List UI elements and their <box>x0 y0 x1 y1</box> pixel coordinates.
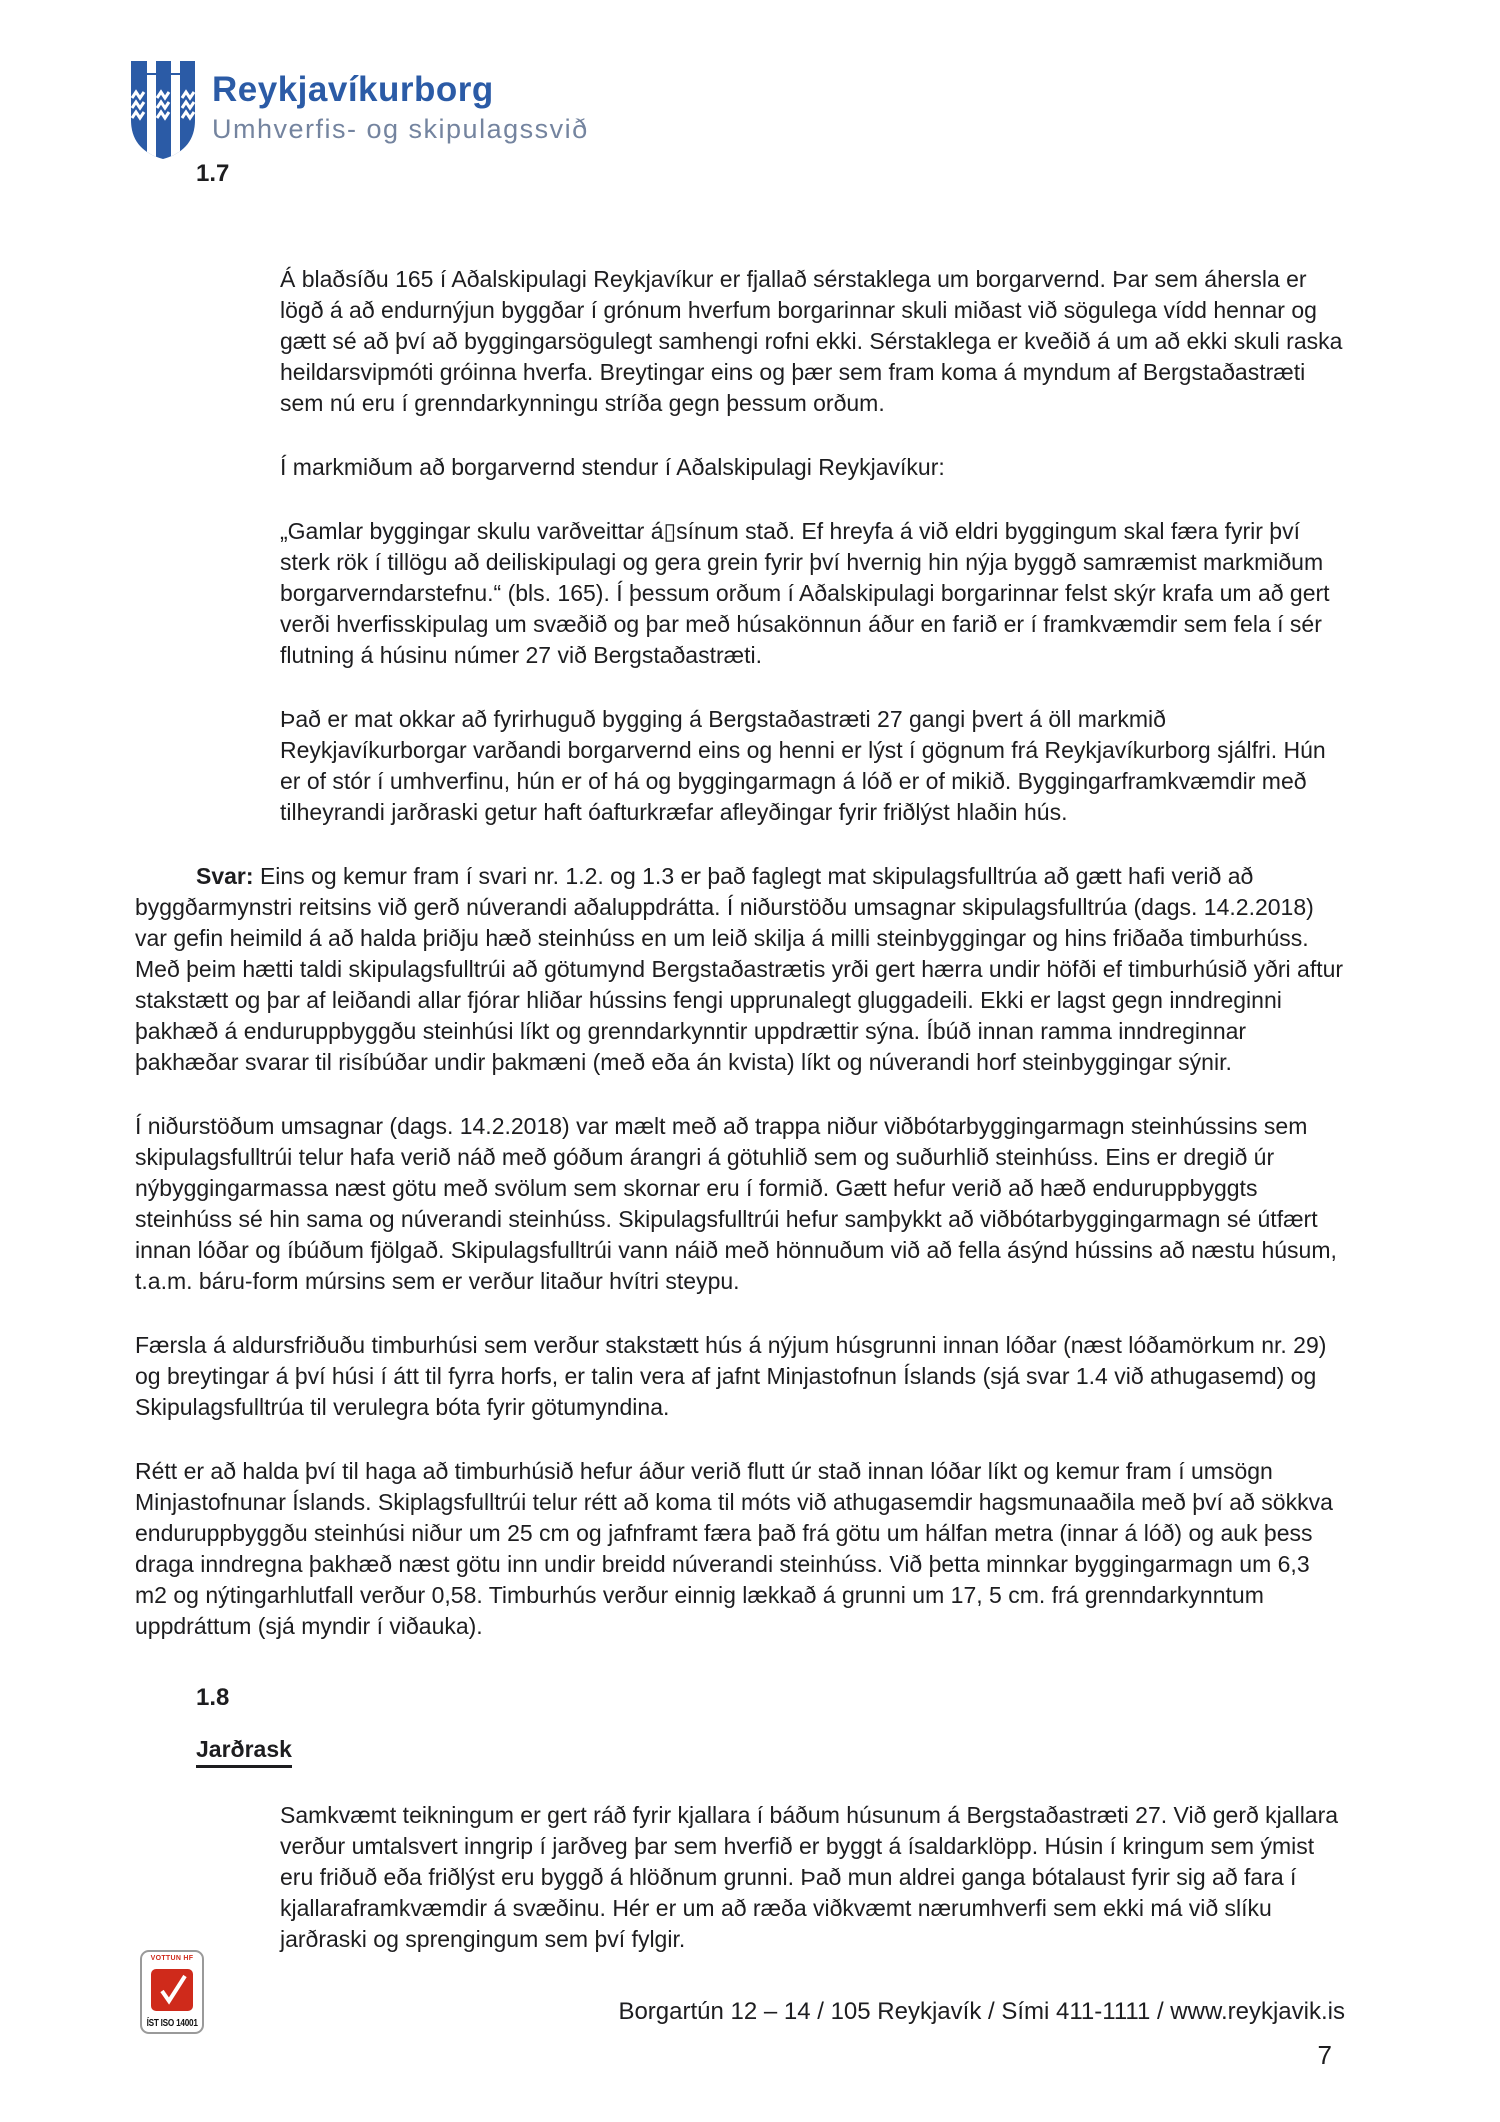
answer-block <box>135 861 1347 1642</box>
section-1-7-paragraphs <box>280 264 1346 828</box>
checkmark-icon <box>151 1969 193 2011</box>
answer-label: Svar: <box>196 863 254 889</box>
org-department: Umhverfis- og skipulagssvið <box>212 114 589 144</box>
org-logo <box>130 60 589 165</box>
paragraph: Í markmiðum að borgarvernd stendur í Aðalskipulagi Reykjavíkur: <box>280 454 945 480</box>
paragraph: Það er mat okkar að fyrirhuguð bygging á Bergstaðastræti 27 gangi þvert á öll markmið Reykjavíkurborgar varðandi borgarvernd eins og henni er lýst í gögnum frá Reykjavíkurborg sjálfri. Hún er of stór í umhverfinu, hún er of há og byggingarmagn á lóð er of mikið. Byggingarframkvæmdir með tilheyrandi jarðraski getur haft óafturkræfar afleyðingar fyrir friðlýst hlaðin hús. <box>280 706 1326 825</box>
section-number-1-8: 1.8 <box>196 1684 230 1711</box>
cert-top-label: VOTTUN HF <box>150 1955 194 1962</box>
cert-bottom-label: ÍST ISO 14001 <box>146 2018 198 2029</box>
footer-address: Borgartún 12 – 14 / 105 Reykjavík / Sími 411-1111 / www.reykjavik.is <box>618 1998 1345 2025</box>
org-logo-text <box>212 60 589 145</box>
section-number-1-7: 1.7 <box>196 160 230 187</box>
paragraph: Færsla á aldursfriðuðu timburhúsi sem verður stakstætt hús á nýjum húsgrunni innan lóðar (næst lóðamörkum nr. 29) og breytingar á því húsi í átt til fyrra horfs, er talin vera af jafnt Minjastofnun Íslands (sjá svar 1.4 við athugasemd) og Skipulagsfulltrúa til verulegra bóta fyrir götumyndina. <box>135 1332 1327 1420</box>
paragraph: Samkvæmt teikningum er gert ráð fyrir kjallara í báðum húsunum á Bergstaðastræti 27. Við gerð kjallara verður umtalsvert inngrip í jarðveg þar sem hverfið er byggt á ísaldarklöpp. Húsin í kringum sem ýmist eru friðuð eða friðlýst eru byggð á hlöðnum grunni. Það mun aldrei ganga bótalaust fyrir sig að fara í kjallaraframkvæmdir á svæðinu. Hér er um að ræða viðkvæmt nærumhverfi sem ekki má við slíku jarðraski og sprengingum sem því fylgir. <box>280 1802 1339 1952</box>
page-number: 7 <box>1317 2040 1332 2070</box>
paragraph: Rétt er að halda því til haga að timburhúsið hefur áður verið flutt úr stað innan lóðar líkt og kemur fram í umsögn Minjastofnunar Íslands. Skiplagsfulltrúi telur rétt að koma til móts við athugasemdir hagsmunaaðila með því að sökkva enduruppbyggðu steinhúsi niður um 25 cm og jafnframt færa það frá götu um hálfan metra (innar á lóð) og auk þess draga inndregna þakhæð næst götu inn undir breidd núverandi steinhúss. Við þetta minnkar byggingarmagn um 6,3 m2 og nýtingarhlutfall verður 0,58. Timburhús verður einnig lækkað á grunni um 17, 5 cm. frá grenndarkynntum uppdráttum (sjá myndir í viðauka). <box>135 1458 1333 1639</box>
paragraph: Í niðurstöðum umsagnar (dags. 14.2.2018) var mælt með að trappa niður viðbótarbyggingarmagn steinhússins sem skipulagsfulltrúi telur hafa verið náð með góðum árangri á götuhlið sem og suðurhlið steinhúss. Eins er dregið úr nýbyggingarmassa næst götu með svölum sem skornar eru í formið. Gætt hefur verið að hæð enduruppbyggts steinhúss sé hin sama og núverandi steinhúss. Skipulagsfulltrúi hefur samþykkt að viðbótarbyggingarmagn sé útfært innan lóðar og íbúðum fjölgað. Skipulagsfulltrúi vann náið með hönnuðum við að fella ásýnd hússins að næstu húsum, t.a.m. báru-form múrsins sem er verður litaður hvítri steypu. <box>135 1113 1337 1294</box>
paragraph: Á blaðsíðu 165 í Aðalskipulagi Reykjavíkur er fjallað sérstaklega um borgarvernd. Þar sem áhersla er lögð á að endurnýjun byggðar í grónum hverfum borgarinnar skuli miðast við sögulega vídd hennar og gætt sé að því að byggingarsögulegt samhengi rofni ekki. Sérstaklega er kveðið á um að ekki skuli raska heildarsvipmóti gróinna hverfa. Breytingar eins og þær sem fram koma á myndum af Bergstaðastræti sem nú eru í grenndarkynningu stríða gegn þessum orðum. <box>280 266 1343 416</box>
paragraph-quote: „Gamlar byggingar skulu varðveittar á▯sínum stað. Ef hreyfa á við eldri byggingum skal færa fyrir því sterk rök í tillögu að deiliskipulagi og gera grein fyrir því hvernig hin nýja byggð samræmist markmiðum borgarverndarstefnu.“ (bls. 165). Í þessum orðum í Aðalskipulagi borgarinnar felst skýr krafa um að gert verði hverfisskipulag um svæðið og þar með húsakönnun áður en farið er í framkvæmdir sem fela í sér flutning á húsinu númer 27 við Bergstaðastræti. <box>280 518 1330 668</box>
org-name: Reykjavíkurborg <box>212 70 494 109</box>
answer-paragraph <box>135 861 1347 1078</box>
section-1-8-paragraphs <box>280 1800 1346 1955</box>
answer-text: Eins og kemur fram í svari nr. 1.2. og 1.3 er það faglegt mat skipulagsfulltrúa að gætt hafi verið að byggðarmynstri reitsins við gerð núverandi aðaluppdrátta. Í niðurstöðu umsagnar skipulagsfulltrúa (dags. 14.2.2018) var gefin heimild á að halda þriðju hæð steinhúss en um leið skilja á milli steinbyggingar og hins friðaða timburhúss. Með þeim hætti taldi skipulagsfulltrúi að götumynd Bergstaðastrætis yrði gert hærra undir höfði ef timburhúsið yðri aftur stakstætt og þar af leiðandi allar fjórar hliðar hússins fengi upprunalegt gluggadeili. Ekki er lagst gegn inndreginni þakhæð á enduruppbyggðu steinhúsi líkt og grenndarkynntir uppdrættir sýna. Íbúð innan ramma inndreginnar þakhæðar svarar til risíbúðar undir þakmæni (með eða án kvista) líkt og núverandi horf steinbyggingar sýnir. <box>135 863 1344 1075</box>
city-crest-icon <box>130 60 196 165</box>
document-body <box>135 160 1347 1988</box>
iso-certification-icon <box>140 1950 204 2034</box>
section-1-8-heading: Jarðrask <box>196 1736 292 1768</box>
section-1-8-heading-row <box>135 1736 1347 1800</box>
